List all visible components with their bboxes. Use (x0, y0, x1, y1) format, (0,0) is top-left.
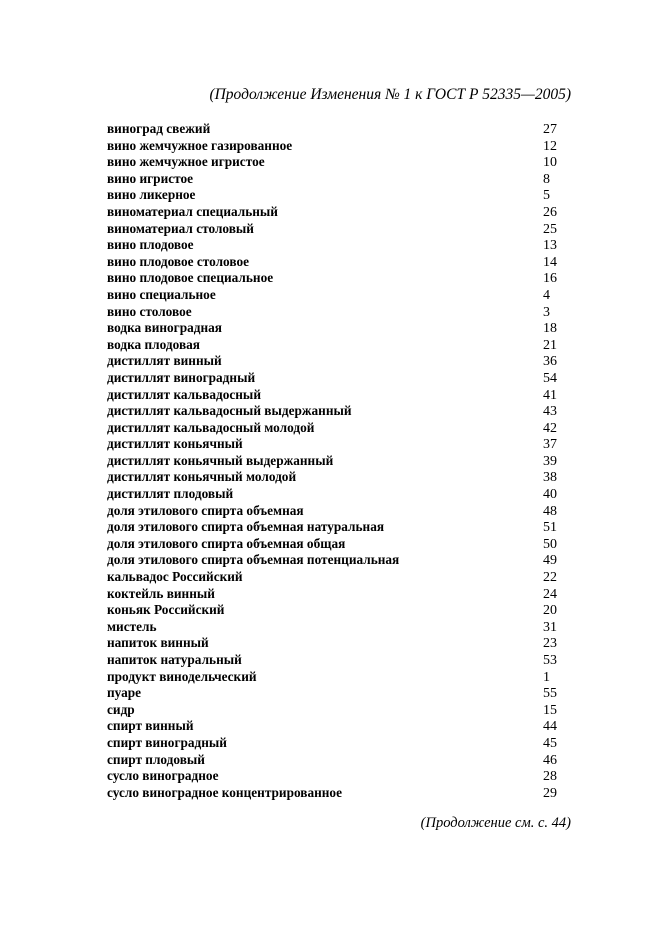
term-row (107, 785, 577, 802)
term-label: сидр (107, 701, 135, 717)
term-label: кальвадос Российский (107, 569, 243, 585)
term-label: дистиллят коньячный выдержанный (107, 452, 334, 468)
term-label: напиток натуральный (107, 652, 242, 667)
term-row (107, 552, 577, 569)
term-label: сусло виноградное (107, 768, 219, 784)
term-label: вино ликерное (107, 187, 196, 203)
term-row (107, 669, 577, 686)
term-number: 5 (543, 188, 550, 204)
term-number: 3 (543, 304, 550, 320)
term-number: 38 (543, 470, 557, 486)
term-row (107, 387, 577, 404)
term-number: 36 (543, 354, 557, 370)
term-number: 39 (543, 453, 557, 469)
term-index-list (107, 121, 577, 801)
term-label: дистиллят коньячный (107, 436, 243, 452)
term-number: 16 (543, 271, 557, 287)
term-label: дистиллят кальвадосный молодой (107, 419, 315, 435)
term-label: водка плодовая (107, 336, 200, 352)
term-number: 55 (543, 686, 557, 702)
term-label: коньяк Российский (107, 602, 225, 618)
term-label: вино плодовое (107, 237, 194, 253)
term-row (107, 337, 577, 354)
term-label: дистиллят винный (107, 353, 222, 369)
term-row (107, 121, 577, 138)
term-row (107, 735, 577, 752)
term-row (107, 602, 577, 619)
term-row (107, 453, 577, 470)
term-number: 20 (543, 603, 557, 619)
term-row (107, 469, 577, 486)
term-row (107, 718, 577, 735)
term-label: вино столовое (107, 303, 192, 319)
term-number: 40 (543, 487, 557, 503)
term-row (107, 436, 577, 453)
term-row (107, 370, 577, 387)
term-number: 49 (543, 553, 557, 569)
term-label: виноматериал столовый (107, 220, 254, 236)
term-label: мистель (107, 618, 157, 634)
term-number: 12 (543, 138, 557, 154)
term-number: 31 (543, 619, 557, 635)
term-label: вино игристое (107, 170, 194, 186)
term-row (107, 320, 577, 337)
term-label: доля этилового спирта объемная натуральная (107, 519, 385, 535)
term-number: 25 (543, 221, 557, 237)
term-number: 53 (543, 653, 557, 668)
term-label: дистиллят виноградный (107, 369, 256, 385)
term-number: 10 (543, 155, 557, 171)
term-number: 28 (543, 769, 557, 785)
term-label: пуаре (107, 685, 142, 701)
term-number: 51 (543, 520, 557, 536)
term-row (107, 519, 577, 536)
term-label: виноматериал специальный (107, 203, 278, 219)
term-label: дистиллят коньячный молодой (107, 469, 297, 485)
term-label: спирт плодовый (107, 751, 205, 767)
term-number: 26 (543, 204, 557, 220)
term-label: дистиллят плодовый (107, 486, 234, 502)
term-row (107, 237, 577, 254)
term-number: 14 (543, 254, 557, 270)
term-number: 21 (543, 337, 557, 353)
term-row (107, 221, 577, 238)
term-row (107, 287, 577, 304)
term-row (107, 768, 577, 785)
term-number: 1 (543, 669, 550, 685)
term-label: напиток винный (107, 635, 209, 651)
term-label: продукт винодельческий (107, 668, 257, 684)
term-number: 18 (543, 321, 557, 337)
term-number: 50 (543, 536, 557, 552)
term-number: 44 (543, 719, 557, 735)
term-label: дистиллят кальвадосный (107, 386, 261, 402)
page-footer-continuation: (Продолжение см. с. 44) (420, 815, 571, 831)
term-label: спирт винный (107, 718, 194, 734)
term-row (107, 536, 577, 553)
term-number: 22 (543, 570, 557, 586)
term-number: 54 (543, 370, 557, 386)
term-row (107, 138, 577, 155)
term-row (107, 204, 577, 221)
term-row (107, 569, 577, 586)
term-label: сусло виноградное концентрированное (107, 784, 342, 800)
term-number: 37 (543, 437, 557, 453)
term-label: вино плодовое столовое (107, 253, 250, 269)
term-row (107, 187, 577, 204)
term-row (107, 486, 577, 503)
term-label: доля этилового спирта объемная потенциальная (107, 552, 400, 568)
term-number: 24 (543, 586, 557, 602)
term-row (107, 270, 577, 287)
term-row (107, 752, 577, 769)
term-label: спирт виноградный (107, 734, 227, 750)
term-number: 42 (543, 420, 557, 436)
term-row (107, 702, 577, 719)
term-number: 27 (543, 122, 557, 137)
term-number: 48 (543, 503, 557, 519)
term-row (107, 420, 577, 437)
term-row (107, 254, 577, 271)
term-number: 13 (543, 238, 557, 254)
term-row (107, 685, 577, 702)
term-label: вино специальное (107, 286, 216, 302)
term-row (107, 304, 577, 321)
term-row (107, 619, 577, 636)
term-row (107, 353, 577, 370)
term-row (107, 154, 577, 171)
term-label: водка виноградная (107, 320, 222, 336)
term-label: виноград свежий (107, 121, 211, 136)
term-label: доля этилового спирта объемная общая (107, 535, 346, 551)
term-row (107, 635, 577, 652)
term-row (107, 503, 577, 520)
term-number: 15 (543, 702, 557, 718)
term-label: доля этилового спирта объемная (107, 502, 304, 518)
term-label: вино плодовое специальное (107, 270, 274, 286)
page-header-continuation: (Продолжение Изменения № 1 к ГОСТ Р 52335—2005) (209, 86, 571, 103)
term-label: вино жемчужное газированное (107, 137, 293, 153)
term-number: 8 (543, 171, 550, 187)
term-label: вино жемчужное игристое (107, 154, 265, 170)
term-row (107, 586, 577, 603)
term-number: 46 (543, 752, 557, 768)
term-label: коктейль винный (107, 585, 215, 601)
term-number: 45 (543, 735, 557, 751)
term-number: 43 (543, 404, 557, 420)
term-row (107, 403, 577, 420)
term-label: дистиллят кальвадосный выдержанный (107, 403, 352, 419)
term-number: 23 (543, 636, 557, 652)
term-row (107, 652, 577, 669)
term-number: 4 (543, 287, 550, 303)
term-number: 29 (543, 785, 557, 801)
term-row (107, 171, 577, 188)
term-number: 41 (543, 387, 557, 403)
